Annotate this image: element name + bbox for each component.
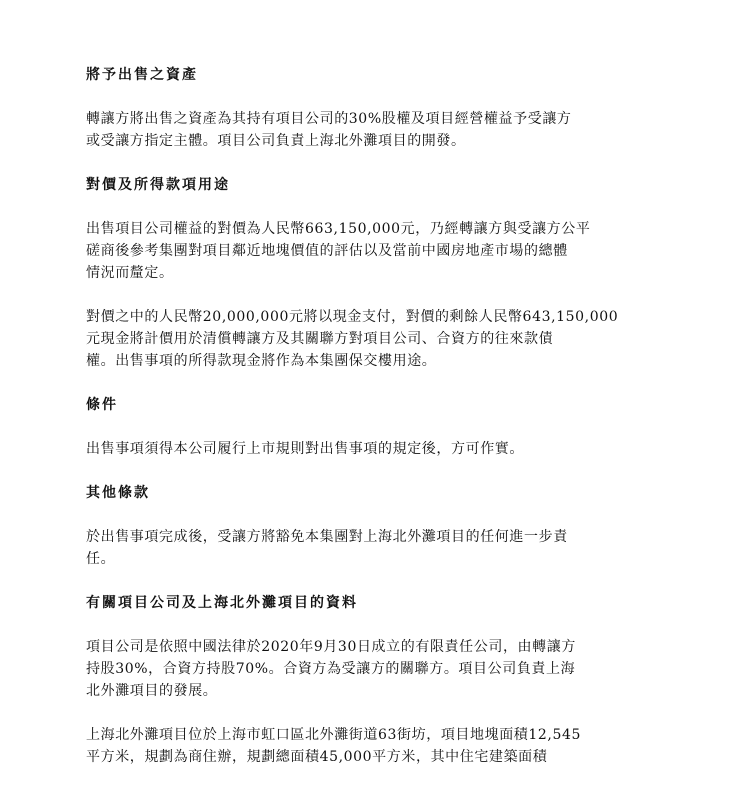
- text-line: 任。: [86, 551, 116, 567]
- text-line: 對價之中的人民幣20,000,000元將以現金支付，對價的剩餘人民幣643,150,000: [86, 309, 619, 325]
- paragraph-project-site: [86, 724, 656, 768]
- paragraph-other-terms: [86, 526, 656, 570]
- text-line: 出售項目公司權益的對價為人民幣663,150,000元，乃經轉讓方與受讓方公平: [86, 221, 591, 237]
- paragraph-consideration-payment: [86, 306, 656, 372]
- text-line: 上海北外灘項目位於上海市虹口區北外灘街道63街坊，項目地塊面積12,545: [86, 727, 581, 743]
- paragraph-project-company: [86, 636, 656, 702]
- text-line: 轉讓方將出售之資產為其持有項目公司的30%股權及項目經營權益予受讓方: [86, 111, 572, 127]
- text-line: 權。出售事項的所得款現金將作為本集團保交樓用途。: [86, 353, 437, 369]
- section-heading-other-terms: 其他條款: [86, 485, 150, 501]
- section-heading-consideration: 對價及所得款項用途: [86, 177, 230, 193]
- paragraph-consideration-basis: [86, 218, 656, 284]
- section-heading-project-info: 有關項目公司及上海北外灘項目的資料: [86, 595, 358, 611]
- text-line: 北外灘項目的發展。: [86, 683, 218, 699]
- text-line: 於出售事項完成後，受讓方將豁免本集團對上海北外灘項目的任何進一步責: [86, 529, 568, 545]
- text-line: 項目公司是依照中國法律於2020年9月30日成立的有限責任公司，由轉讓方: [86, 639, 576, 655]
- paragraph-assets: [86, 108, 656, 152]
- document-page: [86, 64, 656, 790]
- text-line: 情況而釐定。: [86, 265, 174, 281]
- section-heading-assets: 將予出售之資產: [86, 67, 198, 83]
- text-line: 平方米，規劃為商住辦，規劃總面積45,000平方米，其中住宅建築面積: [86, 749, 548, 765]
- paragraph-conditions: [86, 438, 656, 460]
- section-heading-conditions: 條件: [86, 397, 118, 413]
- text-line: 磋商後參考集團對項目鄰近地塊價值的評估以及當前中國房地產市場的總體: [86, 243, 568, 259]
- text-line: 元現金將計價用於清償轉讓方及其關聯方對項目公司、合資方的往來款債: [86, 331, 554, 347]
- text-line: 或受讓方指定主體。項目公司負責上海北外灘項目的開發。: [86, 133, 466, 149]
- text-line: 出售事項須得本公司履行上市規則對出售事項的規定後，方可作實。: [86, 441, 524, 457]
- text-line: 持股30%，合資方持股70%。合資方為受讓方的關聯方。項目公司負責上海: [86, 661, 576, 677]
